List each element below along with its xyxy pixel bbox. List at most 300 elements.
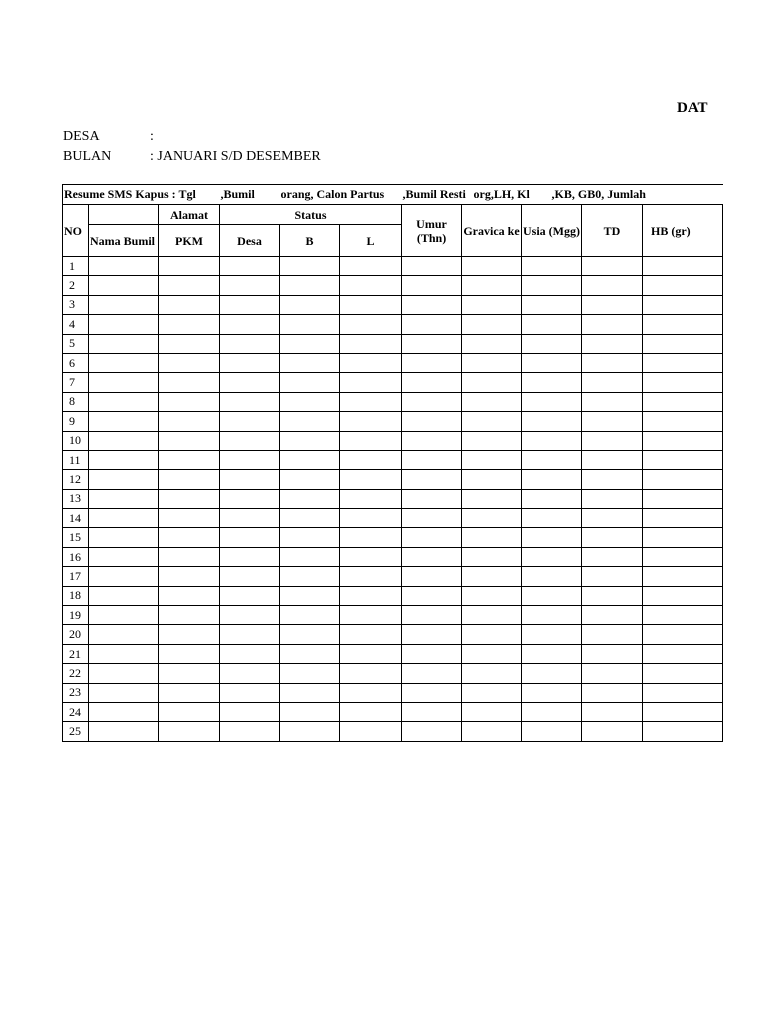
table-row (63, 334, 723, 353)
table-cell[interactable] (402, 664, 462, 683)
table-cell[interactable] (220, 392, 280, 411)
table-cell[interactable] (159, 644, 220, 663)
table-cell[interactable] (582, 489, 643, 508)
table-cell[interactable] (582, 625, 643, 644)
table-cell[interactable] (280, 353, 340, 372)
table-cell[interactable] (340, 373, 402, 392)
table-cell[interactable] (643, 295, 723, 314)
table-cell[interactable] (643, 586, 723, 605)
table-cell[interactable] (462, 547, 522, 566)
row-number: 25 (63, 722, 89, 741)
table-cell[interactable] (280, 295, 340, 314)
table-cell[interactable] (522, 257, 582, 276)
row-number: 4 (63, 315, 89, 334)
table-cell[interactable] (522, 295, 582, 314)
table-cell[interactable] (340, 431, 402, 450)
table-cell[interactable] (582, 509, 643, 528)
table-cell[interactable] (340, 470, 402, 489)
table-cell[interactable] (462, 412, 522, 431)
table-cell[interactable] (643, 567, 723, 586)
row-number: 12 (63, 470, 89, 489)
table-cell[interactable] (582, 567, 643, 586)
table-cell[interactable] (340, 586, 402, 605)
table-cell[interactable] (89, 257, 159, 276)
table-cell[interactable] (643, 392, 723, 411)
table-cell[interactable] (462, 450, 522, 469)
bulan-label: BULAN (63, 149, 112, 164)
table-cell[interactable] (462, 489, 522, 508)
header-gravida: Gravica ke (462, 205, 522, 257)
table-row (63, 257, 723, 276)
table-cell[interactable] (643, 664, 723, 683)
table-cell[interactable] (220, 722, 280, 741)
bulan-line (63, 149, 321, 165)
table-cell[interactable] (462, 509, 522, 528)
row-number: 1 (63, 257, 89, 276)
table-cell[interactable] (340, 489, 402, 508)
row-number: 18 (63, 586, 89, 605)
table-cell[interactable] (402, 606, 462, 625)
table-cell[interactable] (402, 644, 462, 663)
table-cell[interactable] (402, 528, 462, 547)
table-cell[interactable] (159, 373, 220, 392)
table-cell[interactable] (340, 257, 402, 276)
table-cell[interactable] (89, 412, 159, 431)
table-row (63, 664, 723, 683)
table-row (63, 547, 723, 566)
table-cell[interactable] (402, 722, 462, 741)
table-cell[interactable] (522, 683, 582, 702)
table-cell[interactable] (462, 392, 522, 411)
table-cell[interactable] (159, 257, 220, 276)
table-cell[interactable] (340, 625, 402, 644)
table-cell[interactable] (280, 373, 340, 392)
bulan-value: : JANUARI S/D DESEMBER (150, 149, 321, 164)
desa-label: DESA (63, 129, 100, 144)
table-cell[interactable] (340, 702, 402, 721)
table-cell[interactable] (340, 528, 402, 547)
table-cell[interactable] (340, 547, 402, 566)
table-cell[interactable] (643, 625, 723, 644)
table-cell[interactable] (582, 295, 643, 314)
table-cell[interactable] (462, 702, 522, 721)
table-cell[interactable] (643, 412, 723, 431)
table-cell[interactable] (340, 450, 402, 469)
table-cell[interactable] (582, 722, 643, 741)
table-cell[interactable] (462, 315, 522, 334)
table-body (63, 257, 723, 742)
table-row (63, 625, 723, 644)
table-cell[interactable] (280, 528, 340, 547)
table-cell[interactable] (582, 412, 643, 431)
table-cell[interactable] (643, 489, 723, 508)
table-cell[interactable] (220, 567, 280, 586)
table-cell[interactable] (220, 702, 280, 721)
table-cell[interactable] (462, 431, 522, 450)
table-cell[interactable] (280, 470, 340, 489)
table-cell[interactable] (402, 509, 462, 528)
resume-part-3: orang, Calon Partus (280, 185, 402, 205)
table-cell[interactable] (159, 722, 220, 741)
table-cell[interactable] (402, 450, 462, 469)
table-cell[interactable] (522, 547, 582, 566)
resume-part-1: Resume SMS Kapus : Tgl (63, 185, 220, 205)
table-cell[interactable] (643, 257, 723, 276)
table-cell[interactable] (89, 683, 159, 702)
table-cell[interactable] (643, 528, 723, 547)
table-cell[interactable] (89, 547, 159, 566)
table-cell[interactable] (159, 334, 220, 353)
table-cell[interactable] (220, 644, 280, 663)
table-row (63, 567, 723, 586)
table-cell[interactable] (402, 431, 462, 450)
table-cell[interactable] (220, 509, 280, 528)
table-cell[interactable] (402, 683, 462, 702)
table-cell[interactable] (159, 547, 220, 566)
table-cell[interactable] (159, 528, 220, 547)
table-cell[interactable] (159, 392, 220, 411)
table-cell[interactable] (402, 702, 462, 721)
table-cell[interactable] (89, 353, 159, 372)
table-cell[interactable] (220, 412, 280, 431)
table-cell[interactable] (582, 315, 643, 334)
table-cell[interactable] (340, 334, 402, 353)
table-cell[interactable] (159, 295, 220, 314)
table-cell[interactable] (340, 315, 402, 334)
table-row (63, 702, 723, 721)
table-cell[interactable] (280, 412, 340, 431)
header-hb: HB (gr) (643, 205, 723, 257)
table-cell[interactable] (220, 353, 280, 372)
table-cell[interactable] (159, 470, 220, 489)
table-cell[interactable] (582, 644, 643, 663)
table-cell[interactable] (340, 276, 402, 295)
table-cell[interactable] (89, 334, 159, 353)
table-cell[interactable] (280, 683, 340, 702)
table-cell[interactable] (643, 644, 723, 663)
table-cell[interactable] (340, 644, 402, 663)
table-cell[interactable] (280, 586, 340, 605)
row-number: 21 (63, 644, 89, 663)
table-cell[interactable] (220, 470, 280, 489)
table-cell[interactable] (402, 470, 462, 489)
table-cell[interactable] (582, 257, 643, 276)
table-cell[interactable] (462, 586, 522, 605)
table-cell[interactable] (159, 702, 220, 721)
table-cell[interactable] (280, 722, 340, 741)
table-cell[interactable] (280, 257, 340, 276)
table-cell[interactable] (522, 373, 582, 392)
row-number: 2 (63, 276, 89, 295)
table-cell[interactable] (402, 295, 462, 314)
table-cell[interactable] (462, 334, 522, 353)
table-cell[interactable] (582, 664, 643, 683)
table-cell[interactable] (159, 664, 220, 683)
table-cell[interactable] (402, 373, 462, 392)
table-cell[interactable] (522, 722, 582, 741)
table-cell[interactable] (522, 664, 582, 683)
table-cell[interactable] (89, 644, 159, 663)
table-cell[interactable] (340, 392, 402, 411)
table-cell[interactable] (220, 431, 280, 450)
table-cell[interactable] (159, 353, 220, 372)
table-cell[interactable] (522, 334, 582, 353)
table-cell[interactable] (159, 509, 220, 528)
table-cell[interactable] (462, 295, 522, 314)
table-cell[interactable] (643, 431, 723, 450)
table-cell[interactable] (402, 334, 462, 353)
table-cell[interactable] (89, 625, 159, 644)
table-cell[interactable] (462, 257, 522, 276)
table-cell[interactable] (643, 450, 723, 469)
table-row (63, 392, 723, 411)
table-cell[interactable] (582, 392, 643, 411)
table-cell[interactable] (280, 431, 340, 450)
table-cell[interactable] (159, 606, 220, 625)
table-cell[interactable] (582, 470, 643, 489)
table-cell[interactable] (89, 276, 159, 295)
table-cell[interactable] (89, 373, 159, 392)
table-cell[interactable] (582, 702, 643, 721)
table-cell[interactable] (280, 334, 340, 353)
table-cell[interactable] (462, 664, 522, 683)
table-cell[interactable] (522, 644, 582, 663)
table-cell[interactable] (582, 334, 643, 353)
table-cell[interactable] (522, 470, 582, 489)
table-cell[interactable] (340, 606, 402, 625)
table-cell[interactable] (89, 295, 159, 314)
table-cell[interactable] (220, 489, 280, 508)
desa-value: : (150, 129, 154, 144)
table-cell[interactable] (340, 295, 402, 314)
table-cell[interactable] (582, 547, 643, 566)
table-cell[interactable] (462, 625, 522, 644)
table-row (63, 373, 723, 392)
table-row (63, 509, 723, 528)
table-row (63, 528, 723, 547)
table-cell[interactable] (522, 392, 582, 411)
table-cell[interactable] (643, 373, 723, 392)
table-cell[interactable] (89, 392, 159, 411)
row-number: 17 (63, 567, 89, 586)
row-number: 16 (63, 547, 89, 566)
table-cell[interactable] (89, 664, 159, 683)
table-row (63, 586, 723, 605)
table-cell[interactable] (280, 625, 340, 644)
table-cell[interactable] (462, 606, 522, 625)
row-number: 22 (63, 664, 89, 683)
table-cell[interactable] (89, 702, 159, 721)
table-cell[interactable] (582, 586, 643, 605)
table-cell[interactable] (220, 315, 280, 334)
table-cell[interactable] (159, 450, 220, 469)
header-no: NO (63, 205, 89, 257)
table-cell[interactable] (340, 412, 402, 431)
table-cell[interactable] (522, 586, 582, 605)
table-cell[interactable] (522, 431, 582, 450)
table-cell[interactable] (643, 353, 723, 372)
table-cell[interactable] (462, 644, 522, 663)
table-cell[interactable] (159, 276, 220, 295)
table-cell[interactable] (340, 664, 402, 683)
table-row (63, 644, 723, 663)
table-cell[interactable] (220, 625, 280, 644)
table-cell[interactable] (643, 334, 723, 353)
table-cell[interactable] (522, 509, 582, 528)
table-cell[interactable] (89, 315, 159, 334)
table-cell[interactable] (402, 586, 462, 605)
table-cell[interactable] (89, 489, 159, 508)
table-cell[interactable] (89, 722, 159, 741)
table-cell[interactable] (280, 664, 340, 683)
header-usia: Usia (Mgg) (522, 205, 582, 257)
table-cell[interactable] (89, 528, 159, 547)
table-cell[interactable] (582, 683, 643, 702)
row-number: 8 (63, 392, 89, 411)
table-cell[interactable] (643, 683, 723, 702)
table-row (63, 276, 723, 295)
table-cell[interactable] (522, 489, 582, 508)
table-cell[interactable] (643, 702, 723, 721)
table-cell[interactable] (582, 276, 643, 295)
table-cell[interactable] (402, 412, 462, 431)
table-cell[interactable] (582, 528, 643, 547)
table-cell[interactable] (220, 257, 280, 276)
table-cell[interactable] (462, 373, 522, 392)
table-cell[interactable] (280, 450, 340, 469)
table-cell[interactable] (220, 334, 280, 353)
table-cell[interactable] (340, 353, 402, 372)
table-cell[interactable] (462, 470, 522, 489)
table-cell[interactable] (582, 353, 643, 372)
table-cell[interactable] (340, 567, 402, 586)
table-cell[interactable] (220, 586, 280, 605)
table-cell[interactable] (220, 683, 280, 702)
table-cell[interactable] (340, 683, 402, 702)
table-cell[interactable] (402, 567, 462, 586)
table-cell[interactable] (220, 547, 280, 566)
table-cell[interactable] (522, 567, 582, 586)
table-cell[interactable] (220, 606, 280, 625)
table-cell[interactable] (280, 489, 340, 508)
table-row (63, 683, 723, 702)
table-cell[interactable] (643, 276, 723, 295)
table-cell[interactable] (522, 353, 582, 372)
table-cell[interactable] (159, 625, 220, 644)
table-cell[interactable] (159, 683, 220, 702)
table-cell[interactable] (220, 664, 280, 683)
table-cell[interactable] (220, 528, 280, 547)
table-cell[interactable] (159, 567, 220, 586)
table-cell[interactable] (280, 315, 340, 334)
table-cell[interactable] (159, 586, 220, 605)
table-cell[interactable] (220, 450, 280, 469)
table-cell[interactable] (522, 450, 582, 469)
header-status: Status (220, 205, 402, 225)
table-cell[interactable] (462, 722, 522, 741)
table-row (63, 722, 723, 741)
table-cell[interactable] (643, 315, 723, 334)
table-cell[interactable] (643, 509, 723, 528)
table-cell[interactable] (402, 276, 462, 295)
table-cell[interactable] (280, 547, 340, 566)
table-cell[interactable] (280, 702, 340, 721)
table-cell[interactable] (159, 431, 220, 450)
data-table-wrapper (62, 184, 704, 744)
table-cell[interactable] (280, 606, 340, 625)
table-cell[interactable] (159, 315, 220, 334)
table-cell[interactable] (159, 412, 220, 431)
table-cell[interactable] (582, 450, 643, 469)
table-cell[interactable] (220, 373, 280, 392)
table-cell[interactable] (462, 567, 522, 586)
table-cell[interactable] (522, 625, 582, 644)
table-cell[interactable] (89, 450, 159, 469)
table-cell[interactable] (402, 392, 462, 411)
row-number: 11 (63, 450, 89, 469)
header-l: L (340, 225, 402, 257)
table-cell[interactable] (522, 702, 582, 721)
table-cell[interactable] (280, 392, 340, 411)
table-cell[interactable] (280, 276, 340, 295)
table-cell[interactable] (522, 315, 582, 334)
table-cell[interactable] (462, 353, 522, 372)
table-cell[interactable] (89, 606, 159, 625)
resume-part-5: org,LH, Kl (462, 185, 522, 205)
table-cell[interactable] (643, 470, 723, 489)
table-cell[interactable] (643, 547, 723, 566)
table-cell[interactable] (643, 722, 723, 741)
table-cell[interactable] (89, 509, 159, 528)
resume-part-2: ,Bumil (220, 185, 280, 205)
table-cell[interactable] (522, 276, 582, 295)
table-cell[interactable] (280, 567, 340, 586)
table-cell[interactable] (89, 586, 159, 605)
header-nama-top (89, 205, 159, 225)
table-row (63, 450, 723, 469)
table-cell[interactable] (340, 722, 402, 741)
table-cell[interactable] (340, 509, 402, 528)
table-cell[interactable] (402, 625, 462, 644)
table-cell[interactable] (220, 295, 280, 314)
table-cell[interactable] (582, 606, 643, 625)
table-cell[interactable] (643, 606, 723, 625)
table-cell[interactable] (402, 315, 462, 334)
table-cell[interactable] (522, 528, 582, 547)
table-cell[interactable] (522, 606, 582, 625)
table-cell[interactable] (402, 547, 462, 566)
table-cell[interactable] (402, 257, 462, 276)
table-cell[interactable] (402, 489, 462, 508)
table-cell[interactable] (280, 644, 340, 663)
table-cell[interactable] (159, 489, 220, 508)
table-cell[interactable] (89, 470, 159, 489)
table-cell[interactable] (582, 431, 643, 450)
table-cell[interactable] (522, 412, 582, 431)
header-umur: Umur (Thn) (402, 205, 462, 257)
row-number: 3 (63, 295, 89, 314)
table-cell[interactable] (280, 509, 340, 528)
document-title: DAT (677, 100, 708, 116)
table-cell[interactable] (462, 276, 522, 295)
table-cell[interactable] (89, 567, 159, 586)
table-cell[interactable] (582, 373, 643, 392)
table-cell[interactable] (402, 353, 462, 372)
table-cell[interactable] (462, 528, 522, 547)
table-cell[interactable] (462, 683, 522, 702)
table-cell[interactable] (220, 276, 280, 295)
table-cell[interactable] (89, 431, 159, 450)
